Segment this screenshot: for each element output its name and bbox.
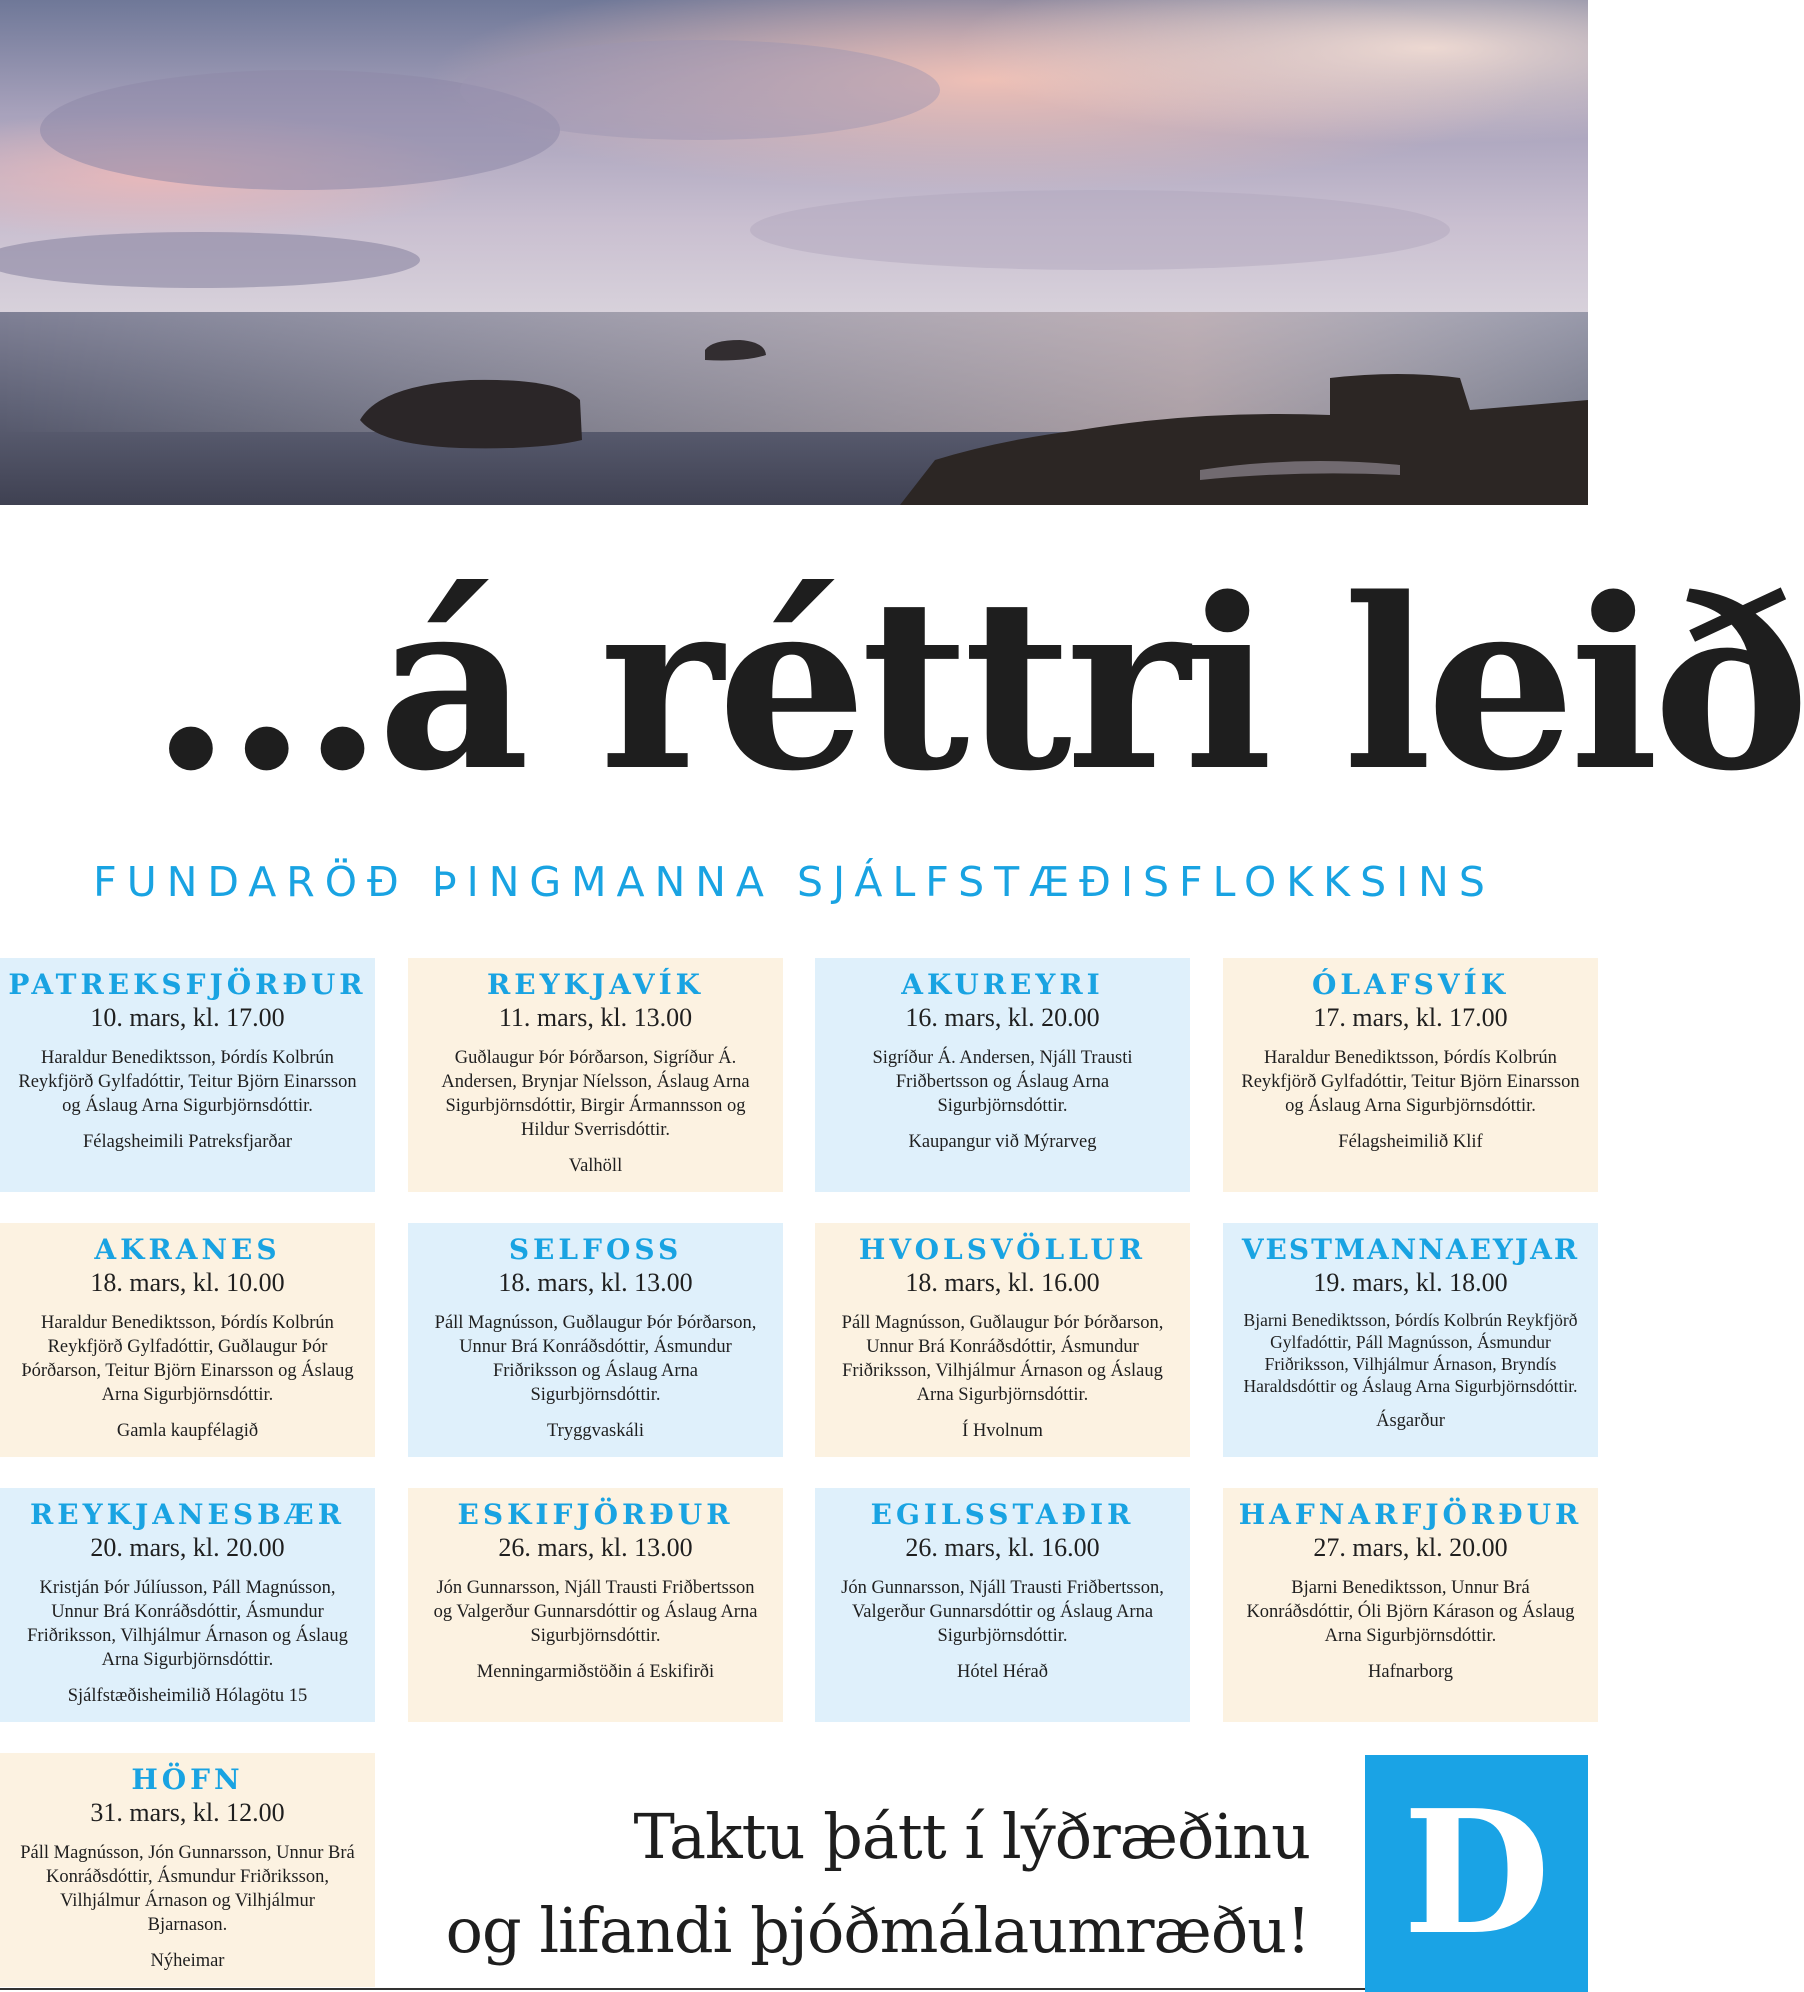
meeting-city: SELFOSS xyxy=(508,1233,683,1266)
meeting-city: ÓLAFSVÍK xyxy=(1311,968,1510,1001)
meeting-city: HÖFN xyxy=(131,1763,244,1796)
meeting-time: 20. mars, kl. 20.00 xyxy=(90,1533,285,1562)
meeting-speakers: Jón Gunnarsson, Njáll Trausti Friðbertsson, Valgerður Gunnarsdóttir og Áslaug Arna Sigurbjörnsdóttir. xyxy=(841,1578,1164,1646)
meeting-venue: Kaupangur við Mýrarveg xyxy=(908,1132,1097,1152)
meeting-time: 18. mars, kl. 16.00 xyxy=(905,1268,1100,1297)
meeting-card-vestmannaeyjar xyxy=(1223,1223,1598,1457)
subtitle: FUNDARÖÐ ÞINGMANNA SJÁLFSTÆÐISFLOKKSINS xyxy=(93,858,1495,906)
meeting-card-hvolsvollur xyxy=(815,1223,1190,1457)
meeting-card-akureyri xyxy=(815,958,1190,1192)
meeting-time: 10. mars, kl. 17.00 xyxy=(90,1003,285,1032)
meeting-speakers: Bjarni Benediktsson, Þórdís Kolbrún Reykfjörð Gylfadóttir, Páll Magnússon, Ásmundur Friðriksson, Vilhjálmur Árnason, Bryndís Haraldsdóttir og Áslaug Arna Sigurbjörnsdóttir. xyxy=(1243,1310,1578,1396)
slogan-line-1: Taktu þátt í lýðræðinu xyxy=(633,1800,1310,1873)
meeting-time: 11. mars, kl. 13.00 xyxy=(498,1003,693,1032)
meeting-time: 18. mars, kl. 10.00 xyxy=(90,1268,285,1297)
meeting-time: 26. mars, kl. 16.00 xyxy=(905,1533,1100,1562)
bottom-rule xyxy=(0,1988,1365,1990)
meeting-venue: Sjálfstæðisheimilið Hólagötu 15 xyxy=(67,1686,308,1706)
meeting-city: PATREKSFJÖRÐUR xyxy=(8,968,367,1001)
meeting-card-egilsstadir xyxy=(815,1488,1190,1722)
meeting-card-hofn xyxy=(0,1753,375,1987)
meeting-venue: Hafnarborg xyxy=(1368,1662,1453,1682)
meeting-city: AKRANES xyxy=(94,1233,281,1266)
meeting-venue: Í Hvolnum xyxy=(962,1421,1043,1441)
meeting-card-hafnarfjordur xyxy=(1223,1488,1598,1722)
meeting-speakers: Jón Gunnarsson, Njáll Trausti Friðbertsson og Valgerður Gunnarsdóttir og Áslaug Arna Sigurbjörnsdóttir. xyxy=(433,1578,758,1646)
meeting-speakers: Bjarni Benediktsson, Unnur Brá Konráðsdóttir, Óli Björn Kárason og Áslaug Arna Sigurbjörnsdóttir. xyxy=(1246,1578,1575,1646)
meeting-time: 17. mars, kl. 17.00 xyxy=(1313,1003,1508,1032)
slogan xyxy=(380,1790,1310,1978)
meeting-venue: Menningarmiðstöðin á Eskifirði xyxy=(476,1662,715,1682)
meeting-venue: Gamla kaupfélagið xyxy=(116,1421,259,1441)
meeting-speakers: Páll Magnússon, Jón Gunnarsson, Unnur Brá Konráðsdóttir, Ásmundur Friðriksson, Vilhjálmur Árnason og Vilhjálmur Bjarnason. xyxy=(20,1843,355,1935)
meeting-venue: Tryggvaskáli xyxy=(547,1421,644,1441)
meeting-card-reykjavik xyxy=(408,958,783,1192)
meeting-city: REYKJAVÍK xyxy=(486,968,705,1001)
meeting-venue: Valhöll xyxy=(568,1156,623,1176)
meeting-speakers: Haraldur Benediktsson, Þórdís Kolbrún Reykfjörð Gylfadóttir, Teitur Björn Einarsson og Áslaug Arna Sigurbjörnsdóttir. xyxy=(18,1048,357,1116)
headline: ...á réttri leið xyxy=(150,547,1804,823)
meeting-city: REYKJANESBÆR xyxy=(30,1498,345,1531)
meeting-time: 27. mars, kl. 20.00 xyxy=(1313,1533,1508,1562)
meeting-card-selfoss xyxy=(408,1223,783,1457)
meeting-venue: Hótel Hérað xyxy=(957,1662,1048,1682)
meeting-city: HVOLSVÖLLUR xyxy=(858,1233,1147,1266)
meeting-time: 18. mars, kl. 13.00 xyxy=(498,1268,693,1297)
meeting-city: ESKIFJÖRÐUR xyxy=(457,1498,734,1531)
meeting-venue: Félagsheimilið Klif xyxy=(1338,1132,1483,1152)
meeting-time: 16. mars, kl. 20.00 xyxy=(905,1003,1100,1032)
hero-seascape-photo xyxy=(0,0,1588,505)
meeting-venue: Félagsheimili Patreksfjarðar xyxy=(82,1132,293,1152)
meeting-card-olafsvik xyxy=(1223,958,1598,1192)
meeting-city: AKUREYRI xyxy=(901,968,1104,1001)
meeting-card-patreksfjordur xyxy=(0,958,375,1192)
meeting-time: 31. mars, kl. 12.00 xyxy=(90,1798,285,1827)
meeting-city: EGILSSTAÐIR xyxy=(870,1498,1135,1531)
meeting-speakers: Guðlaugur Þór Þórðarson, Sigríður Á. Andersen, Brynjar Níelsson, Áslaug Arna Sigurbjörnsdóttir, Birgir Ármannsson og Hildur Sverrisdóttir. xyxy=(441,1048,750,1140)
meeting-speakers: Haraldur Benediktsson, Þórdís Kolbrún Reykfjörð Gylfadóttir, Teitur Björn Einarsson og Áslaug Arna Sigurbjörnsdóttir. xyxy=(1241,1048,1580,1116)
meeting-speakers: Haraldur Benediktsson, Þórdís Kolbrún Reykfjörð Gylfadóttir, Guðlaugur Þór Þórðarson, Teitur Björn Einarsson og Áslaug Arna Sigurbjörnsdóttir. xyxy=(21,1313,354,1405)
meeting-time: 26. mars, kl. 13.00 xyxy=(498,1533,693,1562)
slogan-line-2: og lifandi þjóðmálaumræðu! xyxy=(445,1894,1310,1967)
meeting-city: HAFNARFJÖRÐUR xyxy=(1238,1498,1583,1531)
meeting-speakers: Páll Magnússon, Guðlaugur Þór Þórðarson, Unnur Brá Konráðsdóttir, Ásmundur Friðriksson og Áslaug Arna Sigurbjörnsdóttir. xyxy=(434,1313,757,1405)
party-logo-letter: D xyxy=(1402,1773,1551,1973)
meeting-speakers: Kristján Þór Júlíusson, Páll Magnússon, Unnur Brá Konráðsdóttir, Ásmundur Friðriksson, Vilhjálmur Árnason og Áslaug Arna Sigurbjörnsdóttir. xyxy=(27,1578,348,1670)
meeting-card-akranes xyxy=(0,1223,375,1457)
meeting-speakers: Páll Magnússon, Guðlaugur Þór Þórðarson, Unnur Brá Konráðsdóttir, Ásmundur Friðriksson, Vilhjálmur Árnason og Áslaug Arna Sigurbjörnsdóttir. xyxy=(841,1313,1164,1405)
meeting-card-eskifjordur xyxy=(408,1488,783,1722)
meeting-card-reykjanesbaer xyxy=(0,1488,375,1722)
meeting-venue: Ásgarður xyxy=(1376,1411,1445,1431)
meeting-venue: Nýheimar xyxy=(150,1951,225,1971)
meeting-speakers: Sigríður Á. Andersen, Njáll Trausti Friðbertsson og Áslaug Arna Sigurbjörnsdóttir. xyxy=(872,1048,1133,1116)
party-logo xyxy=(1365,1755,1588,1992)
meeting-city: VESTMANNAEYJAR xyxy=(1241,1233,1580,1266)
meeting-time: 19. mars, kl. 18.00 xyxy=(1313,1268,1508,1297)
